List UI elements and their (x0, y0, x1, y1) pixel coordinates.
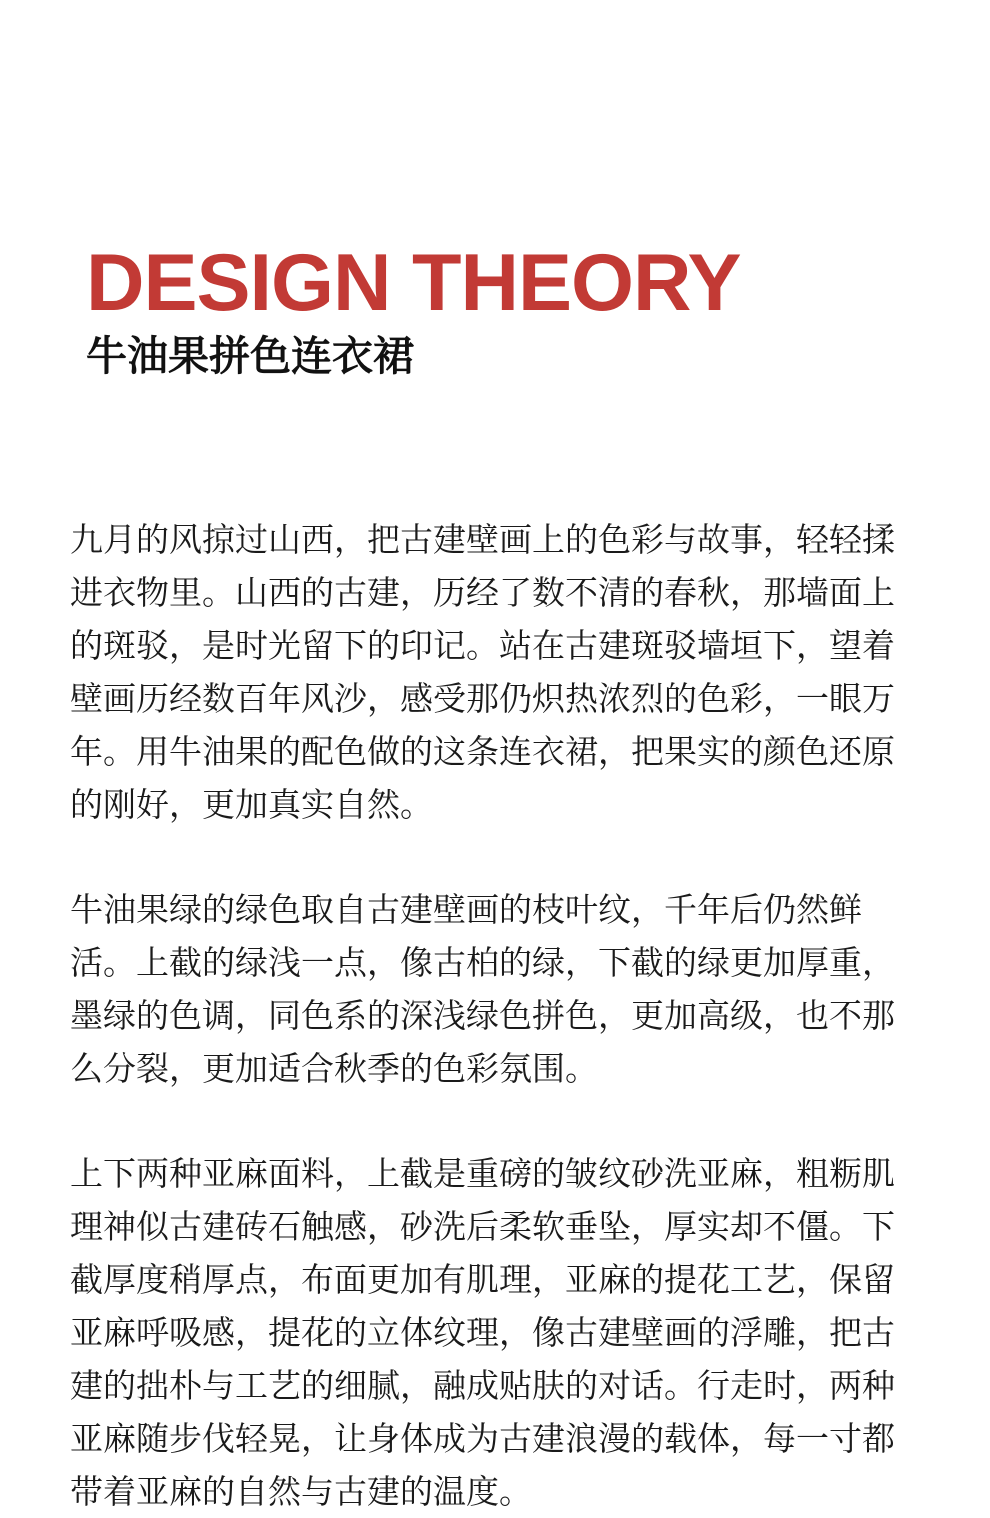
heading-chinese-title: 牛油果拼色连衣裙 (86, 332, 414, 380)
body-paragraph-1: 九月的风掠过山西，把古建壁画上的色彩与故事，轻轻揉进衣物里。山西的古建，历经了数不清的春秋，那墙面上的斑驳，是时光留下的印记。站在古建斑驳墙垣下，望着壁画历经数百年风沙，感受那仍炽热浓烈的色彩，一眼万年。用牛油果的配色做的这条连衣裙，把果实的颜色还原的刚好，更加真实自然。 (70, 520, 895, 824)
body-paragraph-2: 牛油果绿的绿色取自古建壁画的枝叶纹，千年后仍然鲜活。上截的绿浅一点，像古柏的绿，下截的绿更加厚重，墨绿的色调，同色系的深浅绿色拼色，更加高级，也不那么分裂，更加适合秋季的色彩氛围。 (70, 890, 895, 1088)
section-heading (86, 238, 741, 382)
body-paragraph-3: 上下两种亚麻面料，上截是重磅的皱纹砂洗亚麻，粗粝肌理神似古建砖石触感，砂洗后柔软垂坠，厚实却不僵。下截厚度稍厚点，布面更加有肌理，亚麻的提花工艺，保留亚麻呼吸感，提花的立体纹理，像古建壁画的浮雕，把古建的拙朴与工艺的细腻，融成贴肤的对话。行走时，两种亚麻随步伐轻晃，让身体成为古建浪漫的载体，每一寸都带着亚麻的自然与古建的温度。 (70, 1154, 895, 1511)
heading-english-title: DESIGN THEORY (86, 238, 741, 328)
